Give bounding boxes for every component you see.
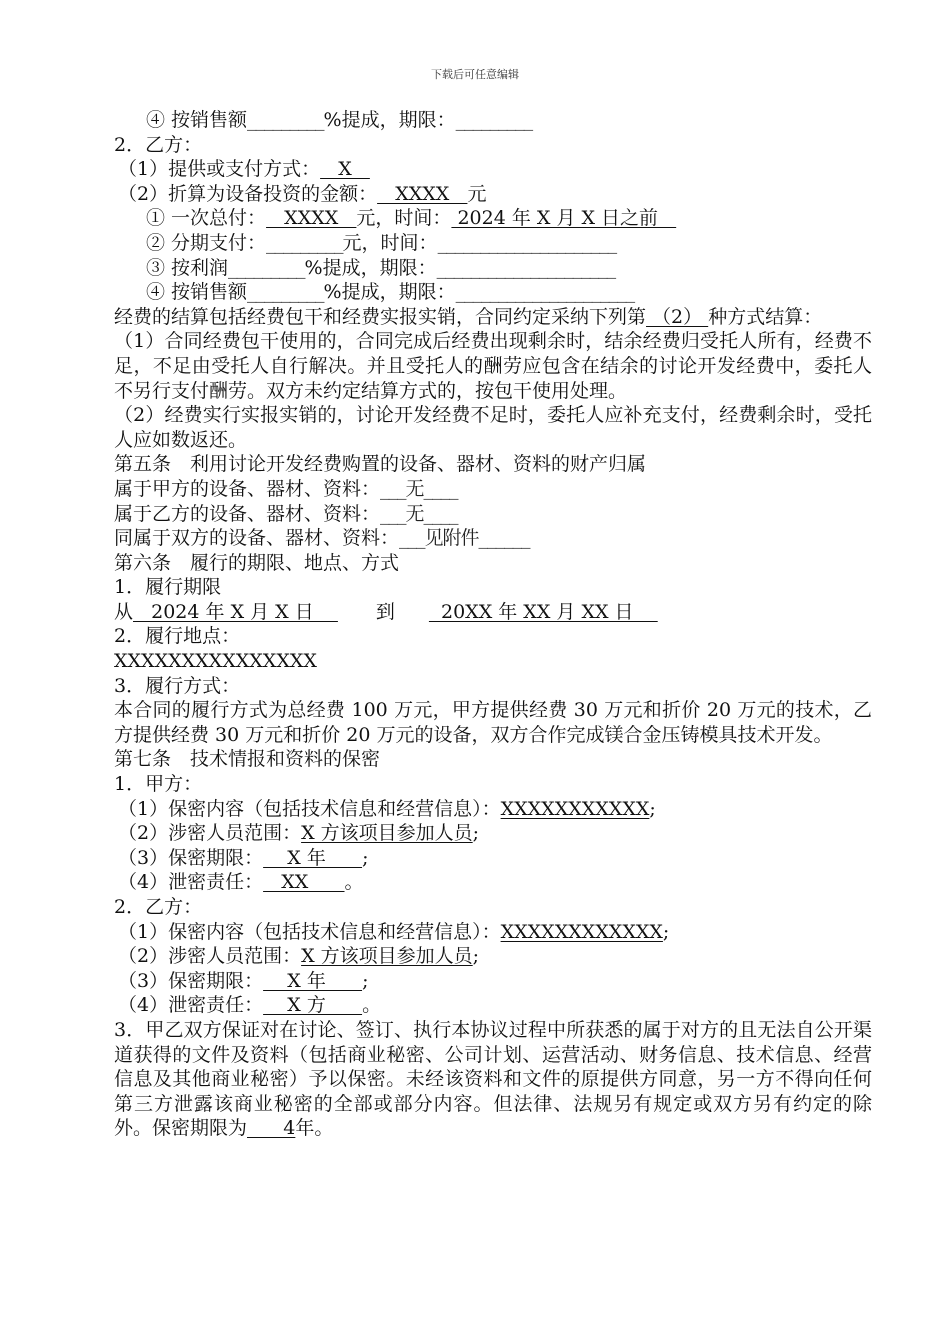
payment-line-l04 bbox=[114, 182, 872, 207]
blank-field: _____________________ bbox=[455, 281, 635, 304]
line-text: ④ 按销售额 bbox=[146, 281, 248, 304]
blank-field: _________ bbox=[266, 231, 343, 254]
art6-place: XXXXXXXXXXXXXXX bbox=[114, 650, 317, 673]
art6-term bbox=[114, 600, 872, 625]
clause3-text: 3．甲乙双方保证对在讨论、签订、执行本协议过程中所获悉的属于对方的且无法自公开渠道获得的文件及资料（包括商业秘密、公司计划、运营活动、财务信息、技术信息、经营信息及其他商业秘密）予以保密。未经该资料和文件的原提供方同意，另一方不得向任何第三方泄露该商业秘密的全部或部分内容。但法律、法规另有规定或双方另有约定的除外。保密期限为 bbox=[114, 1018, 872, 1140]
line-text: ③ 按利润 bbox=[146, 256, 229, 279]
value: XXXXXXXXXXXX bbox=[500, 920, 663, 943]
line-text: %提成，期限： bbox=[323, 281, 456, 304]
settlement-intro-end: 种方式结算： bbox=[708, 305, 823, 328]
payment-line-l06 bbox=[114, 231, 872, 256]
end: ; bbox=[472, 822, 480, 845]
settlement-intro bbox=[114, 305, 872, 330]
document-body bbox=[114, 108, 872, 1141]
end: ; bbox=[649, 797, 656, 820]
payment-line-l08 bbox=[114, 280, 872, 305]
end: ; bbox=[362, 846, 369, 869]
line-text: ① 一次总付： bbox=[146, 207, 267, 230]
settlement-option-2: （2）经费实行实报实销的，讨论开发经费不足时，委托人应补充支付，经费剩余时，受托人应如数返还。 bbox=[114, 404, 872, 451]
value: X 年 bbox=[263, 846, 363, 869]
label: （2）涉密人员范围： bbox=[118, 945, 302, 968]
art6-from-date: 2024 年 X 月 X 日 bbox=[133, 600, 338, 623]
art6-term-heading: 1．履行期限 bbox=[114, 576, 222, 599]
art6-to: 到 bbox=[375, 600, 395, 623]
art6-from: 从 bbox=[114, 600, 134, 623]
blank-field: XXXX bbox=[266, 207, 357, 230]
value: X 方 bbox=[263, 994, 363, 1017]
payment-line-l01 bbox=[114, 108, 872, 133]
line-text: ② 分期支付： bbox=[146, 231, 267, 254]
label: （3）保密期限： bbox=[118, 846, 264, 869]
value: X 年 bbox=[263, 969, 363, 992]
label: （4）泄密责任： bbox=[118, 871, 264, 894]
settlement-choice: （2） bbox=[646, 305, 709, 328]
art5-a-label: 属于甲方的设备、器材、资料： bbox=[114, 477, 381, 500]
art5-party-b bbox=[114, 502, 872, 527]
line-text: %提成，期限： bbox=[323, 109, 456, 131]
end: 。 bbox=[362, 994, 382, 1017]
art7-clause-3 bbox=[114, 1018, 872, 1141]
end: ; bbox=[472, 945, 480, 968]
payment-line-l02 bbox=[114, 133, 872, 158]
blank-field: X bbox=[320, 158, 370, 181]
line-text: 2．乙方： bbox=[114, 133, 203, 156]
line-text: 元 bbox=[467, 182, 487, 205]
art5-c-value: ___见附件______ bbox=[399, 527, 530, 550]
art7-b-liability bbox=[114, 993, 872, 1018]
art6-method: 本合同的履行方式为总经费 100 万元，甲方提供经费 30 万元和折价 20 万元的技术，乙方提供经费 30 万元和折价 20 万元的设备，双方合作完成镁合金压铸模具技术开发。 bbox=[114, 699, 872, 746]
article-6-title: 第六条 履行的期限、地点、方式 bbox=[114, 551, 400, 574]
blank-field: _____________________ bbox=[436, 256, 616, 279]
value: XX bbox=[263, 871, 345, 894]
art6-to-date: 20XX 年 XX 月 XX 日 bbox=[428, 600, 658, 623]
value: X 方该项目参加人员 bbox=[301, 945, 473, 968]
art5-party-a bbox=[114, 477, 872, 502]
clause3-period: 4 bbox=[247, 1117, 296, 1140]
label: （2）涉密人员范围： bbox=[118, 822, 302, 845]
blank-field: 2024 年 X 月 X 日之前 bbox=[451, 207, 677, 230]
end: 。 bbox=[344, 871, 364, 894]
blank-field: _________ bbox=[455, 109, 533, 131]
blank-field: _____________________ bbox=[437, 231, 617, 254]
end: ; bbox=[662, 920, 670, 943]
art5-c-label: 同属于双方的设备、器材、资料： bbox=[114, 527, 400, 550]
art7-b-period bbox=[114, 969, 872, 994]
label: （1）保密内容（包括技术信息和经营信息）： bbox=[118, 797, 501, 820]
label: （3）保密期限： bbox=[118, 969, 264, 992]
settlement-option-1: （1）合同经费包干使用的，合同完成后经费出现剩余时，结余经费归受托人所有，经费不足，不足由受托人自行解决。并且受托人的酬劳应包含在结余的讨论开发经费中，委托人不另行支付酬劳。双方未约定结算方式的，按包干使用处理。 bbox=[114, 330, 872, 402]
blank-field: _________ bbox=[247, 281, 324, 304]
page-header: 下载后可任意编辑 bbox=[431, 68, 519, 81]
art7-b-scope bbox=[114, 944, 872, 969]
art7-a-scope bbox=[114, 821, 872, 846]
art7-party-b-heading: 2．乙方： bbox=[114, 896, 203, 918]
payment-lines bbox=[114, 108, 872, 305]
line-text: 元，时间： bbox=[342, 231, 438, 254]
art7-a-period bbox=[114, 846, 872, 871]
art5-both bbox=[114, 526, 872, 551]
art6-method-heading: 3．履行方式： bbox=[114, 674, 241, 697]
line-text: （1）提供或支付方式： bbox=[118, 158, 321, 181]
end: ; bbox=[362, 969, 369, 992]
art7-party-a-heading: 1．甲方： bbox=[114, 773, 203, 796]
art7-b-content bbox=[114, 920, 872, 945]
payment-line-l07 bbox=[114, 256, 872, 281]
art7-a-liability bbox=[114, 870, 872, 895]
art5-a-value: ___无____ bbox=[380, 477, 458, 500]
art5-b-label: 属于乙方的设备、器材、资料： bbox=[114, 502, 381, 525]
value: XXXXXXXXXXX bbox=[500, 797, 650, 820]
line-text: %提成，期限： bbox=[304, 256, 437, 279]
clause3-end: 年。 bbox=[295, 1117, 334, 1140]
art7-a-content bbox=[114, 797, 872, 822]
blank-field: _________ bbox=[228, 256, 305, 279]
line-text: （2）折算为设备投资的金额： bbox=[118, 182, 378, 205]
art6-place-heading: 2．履行地点： bbox=[114, 625, 241, 648]
value: X 方该项目参加人员 bbox=[301, 822, 473, 845]
art5-b-value: ___无____ bbox=[380, 502, 458, 525]
label: （4）泄密责任： bbox=[118, 994, 264, 1017]
blank-field: _________ bbox=[247, 109, 324, 131]
payment-line-l03 bbox=[114, 157, 872, 182]
label: （1）保密内容（包括技术信息和经营信息）： bbox=[118, 920, 501, 943]
article-5-title: 第五条 利用讨论开发经费购置的设备、器材、资料的财产归属 bbox=[114, 453, 647, 476]
settlement-intro-text: 经费的结算包括经费包干和经费实报实销，合同约定采纳下列第 bbox=[114, 305, 647, 328]
article-7-title: 第七条 技术情报和资料的保密 bbox=[114, 748, 381, 771]
blank-field: XXXX bbox=[377, 182, 468, 205]
payment-line-l05 bbox=[114, 206, 872, 231]
line-text: ④ 按销售额 bbox=[146, 109, 248, 131]
line-text: 元，时间： bbox=[356, 207, 452, 230]
